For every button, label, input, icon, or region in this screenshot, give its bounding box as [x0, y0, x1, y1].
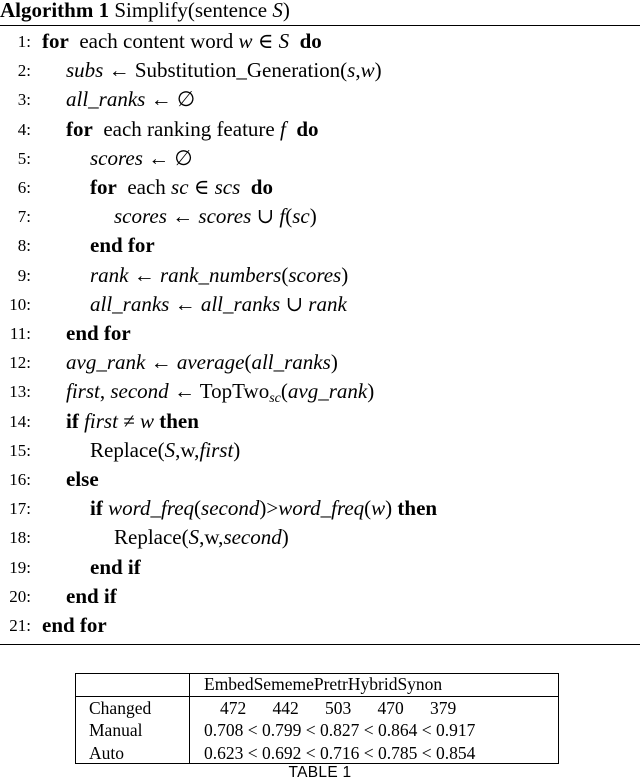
col-header: Hybrid	[347, 674, 398, 694]
table-row	[75, 719, 559, 742]
code-text: Replace(	[90, 437, 165, 462]
variable: sc	[171, 175, 189, 199]
line-code	[90, 173, 273, 202]
algorithm-label: Algorithm 1	[0, 0, 110, 22]
algorithm-bottom-rule	[0, 644, 640, 645]
keyword: else	[66, 467, 99, 491]
code-text: (	[285, 204, 293, 229]
variable: all_ranks	[251, 350, 331, 375]
variable: sc	[292, 204, 310, 229]
algorithm-line	[0, 27, 640, 56]
algorithm-line	[0, 465, 640, 494]
results-table	[75, 673, 559, 764]
algorithm-line	[0, 319, 640, 348]
variable: f	[279, 116, 286, 141]
table-header-row	[75, 673, 559, 696]
code-text: ← TopTwo	[168, 379, 270, 404]
keyword: if	[90, 496, 103, 521]
keyword: then	[397, 496, 438, 521]
code-text: )	[374, 58, 382, 83]
line-code	[66, 115, 319, 144]
keyword: then	[159, 408, 199, 433]
variable: w	[360, 58, 375, 83]
line-code	[66, 319, 131, 348]
code-text: each content word	[68, 29, 239, 53]
code-text: (	[194, 496, 202, 521]
variable: f	[279, 204, 286, 229]
line-number: 7:	[17, 207, 31, 227]
line-code	[90, 290, 347, 319]
code-text: )	[330, 350, 338, 375]
algorithm-name: Simplify	[114, 0, 188, 22]
code-text: each	[116, 175, 172, 199]
code-text: )	[385, 496, 398, 521]
variable: w	[371, 496, 386, 521]
code-text: (	[244, 350, 252, 375]
col-header: Synon	[397, 674, 443, 694]
row-label: Changed	[75, 696, 190, 719]
code-text: ←	[145, 350, 177, 375]
row-cells: 472 442 503 470 379	[220, 697, 457, 718]
variable: scores	[288, 262, 342, 287]
code-text: ∈	[188, 175, 215, 199]
code-text: )>	[259, 496, 279, 521]
line-code	[90, 231, 155, 260]
code-text: )	[309, 204, 317, 229]
keyword: if	[66, 408, 79, 433]
line-code	[66, 85, 195, 114]
table-corner-cell	[75, 673, 190, 696]
algorithm-line	[0, 85, 640, 114]
col-header: Pretr	[313, 674, 348, 694]
variable: w	[238, 29, 253, 53]
line-number: 13:	[9, 382, 31, 402]
variable: s	[347, 58, 356, 83]
variable: second	[110, 379, 169, 404]
code-text: ←	[169, 291, 201, 316]
code-text: (	[280, 379, 288, 404]
algorithm-title	[0, 0, 640, 22]
line-number: 16:	[9, 470, 31, 489]
line-number: 11:	[9, 324, 31, 343]
code-text: sc	[269, 391, 281, 407]
algorithm-line	[0, 523, 640, 552]
algorithm-line	[0, 611, 640, 640]
line-code	[90, 553, 141, 582]
line-number: 20:	[9, 586, 31, 606]
variable: first	[84, 408, 118, 433]
algorithm-line	[0, 231, 640, 260]
row-cells: 0.708 < 0.799 < 0.827 < 0.864 < 0.917	[204, 720, 476, 740]
keyword: end for	[66, 321, 131, 345]
line-code	[90, 494, 437, 523]
code-text	[240, 175, 251, 199]
code-text: ∈	[252, 29, 279, 53]
algorithm-line	[0, 56, 640, 85]
algorithm-line	[0, 553, 640, 582]
line-number: 1:	[17, 32, 31, 51]
algorithm-signature-text: (sentence	[187, 0, 273, 22]
variable: S	[188, 525, 200, 550]
variable: second	[201, 496, 260, 521]
code-text: ←	[128, 262, 160, 287]
table-caption: TABLE 1	[288, 764, 352, 781]
code-text: ,w,	[175, 437, 200, 462]
code-text: ←	[166, 204, 199, 229]
table-row	[75, 696, 559, 719]
table-row	[75, 742, 559, 765]
line-number: 21:	[9, 616, 31, 635]
keyword: end if	[66, 583, 117, 608]
variable: S	[278, 29, 290, 53]
row-label: Manual	[75, 719, 190, 742]
keyword: end for	[42, 613, 107, 637]
algorithm-top-rule	[0, 25, 640, 26]
keyword: for	[42, 29, 69, 53]
line-number: 18:	[9, 528, 31, 548]
col-header: Embed	[204, 674, 254, 694]
algorithm-line	[0, 290, 640, 319]
variable: subs	[66, 58, 104, 83]
algorithm-line	[0, 582, 640, 611]
keyword: for	[90, 175, 117, 199]
code-text: ,	[355, 58, 361, 83]
code-text: )	[281, 525, 289, 550]
variable: scores	[90, 145, 143, 170]
line-number: 9:	[17, 265, 31, 285]
variable: avg_rank	[287, 379, 368, 404]
variable: rank	[308, 291, 347, 316]
code-text: each ranking feature	[92, 116, 280, 141]
variable: avg_rank	[66, 350, 146, 375]
code-text: )	[341, 262, 349, 287]
variable: word_freq	[278, 496, 365, 521]
keyword: do	[299, 29, 322, 53]
line-number: 5:	[17, 148, 31, 168]
algorithm-line	[0, 202, 640, 231]
code-text: ← Substitution_Generation(	[103, 58, 348, 83]
line-code	[114, 202, 317, 231]
keyword: for	[66, 116, 93, 141]
line-number: 12:	[9, 353, 31, 373]
line-code	[66, 56, 382, 85]
variable: S	[164, 437, 176, 462]
code-text: ,	[99, 379, 111, 404]
line-number: 3:	[17, 90, 31, 110]
table-header-cells	[190, 673, 560, 696]
line-number: 19:	[9, 557, 31, 577]
row-cells: 0.623 < 0.692 < 0.716 < 0.785 < 0.854	[204, 742, 476, 763]
keyword: end for	[90, 233, 155, 258]
algorithm-line	[0, 144, 640, 173]
variable: w	[139, 408, 154, 433]
code-text	[286, 117, 297, 141]
line-code	[90, 144, 193, 173]
variable: all_ranks	[200, 291, 281, 316]
line-code	[42, 27, 322, 56]
line-code	[90, 436, 240, 465]
algorithm-line	[0, 261, 640, 290]
code-text: (	[281, 262, 289, 287]
line-number: 17:	[9, 499, 31, 519]
keyword: do	[296, 116, 319, 141]
line-number: 14:	[9, 411, 31, 431]
code-text: ∪	[251, 204, 280, 229]
algorithm-line	[0, 494, 640, 523]
variable: rank	[90, 262, 129, 287]
row-label: Auto	[75, 742, 190, 765]
variable: word_freq	[108, 496, 195, 521]
line-number: 4:	[17, 119, 31, 139]
variable: all_ranks	[90, 291, 170, 316]
variable: all_ranks	[66, 87, 146, 112]
code-text	[289, 29, 300, 53]
code-text: ≠	[117, 408, 140, 433]
code-text: ← ∅	[142, 145, 193, 170]
code-text: )	[233, 437, 241, 462]
line-code	[66, 582, 117, 611]
algorithm-line	[0, 348, 640, 377]
keyword: end if	[90, 554, 141, 579]
variable: rank_numbers	[160, 262, 282, 287]
variable: second	[223, 525, 282, 550]
algorithm-line	[0, 407, 640, 436]
variable: scores	[198, 204, 252, 229]
code-text: Replace(	[114, 525, 189, 550]
line-number: 15:	[9, 440, 31, 460]
line-code	[42, 611, 107, 640]
line-code	[66, 348, 338, 377]
line-code	[90, 261, 348, 290]
line-number: 8:	[17, 236, 31, 256]
algorithm-signature-var: S	[272, 0, 283, 22]
variable: first	[199, 437, 234, 462]
line-number: 2:	[17, 61, 31, 81]
code-text: (	[364, 496, 372, 521]
line-number: 6:	[17, 178, 31, 197]
algorithm-line	[0, 436, 640, 465]
line-code	[66, 465, 99, 494]
line-code	[66, 407, 199, 436]
col-header: Sememe	[253, 674, 314, 694]
code-text: ∪	[280, 291, 309, 316]
line-number: 10:	[9, 294, 31, 314]
keyword: do	[250, 175, 273, 199]
code-text: ← ∅	[145, 87, 196, 112]
code-text: ,w,	[199, 525, 224, 550]
variable: average	[176, 350, 245, 375]
algorithm-line	[0, 173, 640, 202]
variable: first	[66, 379, 100, 404]
code-text: )	[367, 379, 375, 404]
variable: scs	[214, 175, 241, 199]
variable: scores	[114, 204, 167, 229]
algorithm-signature-close: )	[282, 0, 290, 22]
line-code	[114, 523, 289, 552]
algorithm-line	[0, 115, 640, 144]
algorithm-line	[0, 377, 640, 406]
